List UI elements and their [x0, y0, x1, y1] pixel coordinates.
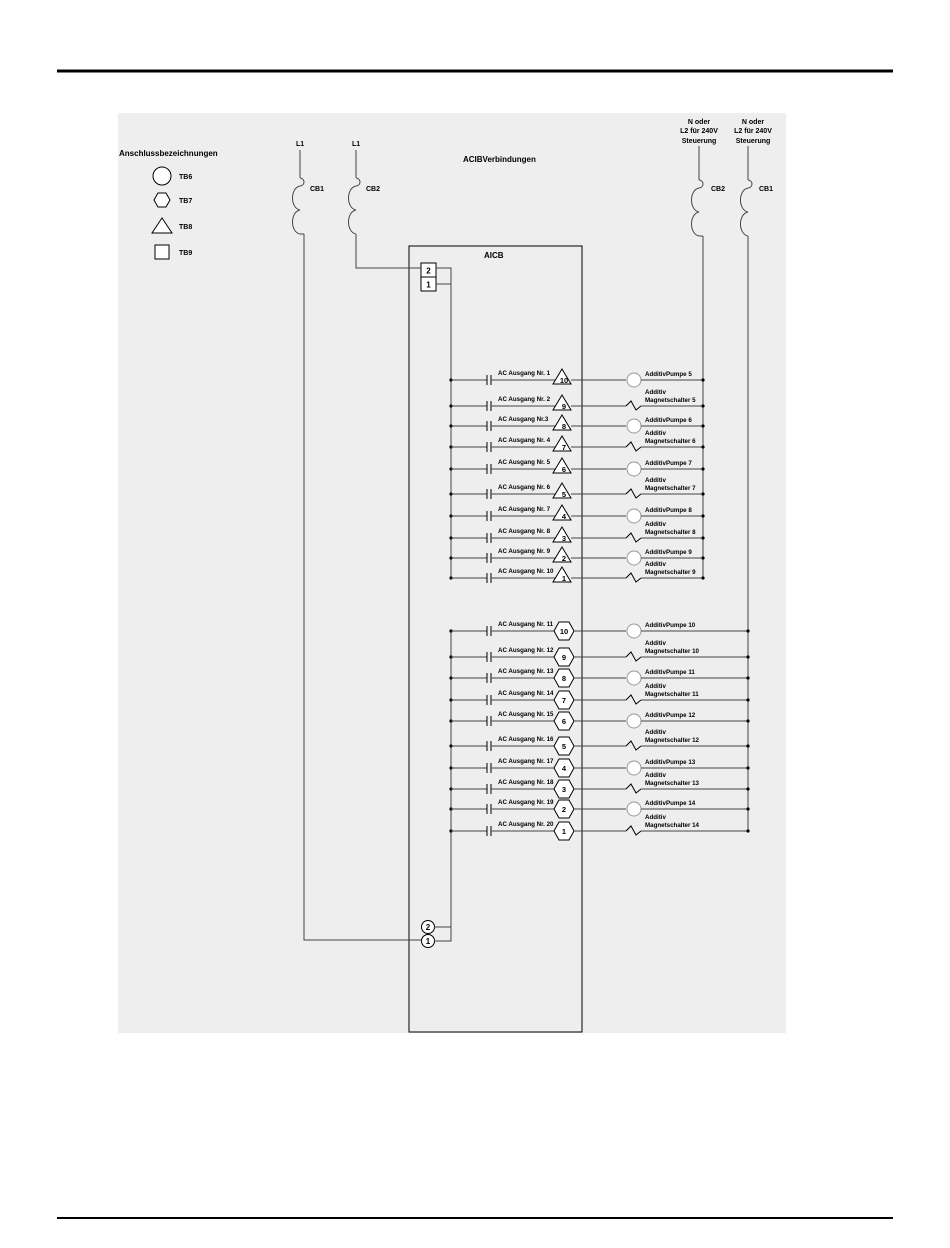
output-label: AC Ausgang Nr. 17	[498, 758, 554, 765]
junction-dot	[746, 829, 749, 832]
power-terminal-top-2-label: 2	[426, 266, 431, 276]
load-label: AdditivPumpe 10	[645, 622, 696, 629]
load-label: Magnetschalter 8	[645, 529, 696, 536]
pump-icon	[627, 551, 641, 565]
load-label: Additiv	[645, 640, 666, 647]
output-label: AC Ausgang Nr. 2	[498, 396, 551, 403]
load-label: AdditivPumpe 7	[645, 460, 692, 467]
terminal-number: 6	[561, 465, 567, 474]
junction-dot	[746, 744, 749, 747]
output-label: AC Ausgang Nr. 7	[498, 506, 551, 513]
output-label: AC Ausgang Nr. 19	[498, 799, 554, 806]
legend-label-tb8: TB8	[179, 224, 193, 231]
legend-label-tb6: TB6	[179, 174, 193, 181]
junction-dot	[701, 556, 704, 559]
load-label: Additiv	[645, 521, 666, 528]
pump-icon	[627, 714, 641, 728]
terminal-number: 2	[561, 554, 567, 563]
supply-line-label-3: Steuerung	[735, 138, 771, 145]
load-label: Additiv	[645, 430, 666, 437]
junction-dot	[701, 424, 704, 427]
terminal-number: 7	[561, 443, 567, 452]
pump-icon	[627, 419, 641, 433]
junction-dot	[746, 698, 749, 701]
load-label: AdditivPumpe 11	[645, 669, 695, 676]
output-label: AC Ausgang Nr. 18	[498, 779, 554, 786]
load-label: Additiv	[645, 814, 666, 821]
output-label: AC Ausgang Nr. 5	[498, 459, 551, 466]
output-label: AC Ausgang Nr. 8	[498, 528, 551, 535]
load-label: Additiv	[645, 477, 666, 484]
load-label: Additiv	[645, 729, 666, 736]
legend-square-icon	[155, 245, 169, 259]
terminal-number: 9	[561, 402, 567, 411]
junction-dot	[701, 536, 704, 539]
pump-icon	[627, 373, 641, 387]
terminal-number: 1	[561, 574, 567, 583]
breaker-label: CB2	[366, 186, 381, 193]
terminal-number: 10	[559, 627, 569, 636]
junction-dot	[746, 787, 749, 790]
aicb-board-label: AICB	[484, 251, 504, 260]
legend-title: Anschlussbezeichnungen	[119, 149, 218, 158]
supply-line-label: L1	[352, 141, 361, 148]
load-label: Magnetschalter 11	[645, 691, 699, 698]
power-terminal-bottom-1-label: 1	[425, 937, 431, 946]
output-label: AC Ausgang Nr. 14	[498, 690, 554, 697]
pump-icon	[627, 761, 641, 775]
terminal-number: 5	[561, 742, 567, 751]
pump-icon	[627, 509, 641, 523]
terminal-number: 8	[561, 674, 567, 683]
junction-dot	[746, 766, 749, 769]
load-label: AdditivPumpe 14	[645, 800, 696, 807]
load-label: AdditivPumpe 6	[645, 417, 692, 424]
junction-dot	[701, 445, 704, 448]
output-label: AC Ausgang Nr. 9	[498, 548, 551, 555]
terminal-number: 9	[561, 653, 567, 662]
output-label: AC Ausgang Nr. 20	[498, 821, 554, 828]
legend-label-tb9: TB9	[179, 250, 193, 257]
terminal-number: 3	[561, 785, 567, 794]
power-terminal-bottom-2-label: 2	[425, 923, 431, 932]
load-label: AdditivPumpe 13	[645, 759, 696, 766]
supply-line-label-2: L2 für 240V	[734, 128, 772, 135]
pump-icon	[627, 624, 641, 638]
load-label: Magnetschalter 10	[645, 648, 699, 655]
junction-dot	[746, 807, 749, 810]
breaker-label: CB1	[759, 186, 774, 193]
terminal-number: 6	[561, 717, 567, 726]
terminal-number: 2	[561, 805, 567, 814]
legend-label-tb7: TB7	[179, 198, 193, 205]
breaker-label: CB2	[711, 186, 726, 193]
output-label: AC Ausgang Nr. 10	[498, 568, 554, 575]
load-label: Additiv	[645, 683, 666, 690]
output-label: AC Ausgang Nr. 1	[498, 370, 551, 377]
terminal-number: 10	[559, 376, 569, 385]
supply-line-label-3: Steuerung	[681, 138, 717, 145]
load-label: Magnetschalter 7	[645, 485, 696, 492]
load-label: Additiv	[645, 389, 666, 396]
terminal-number: 4	[561, 512, 567, 521]
supply-line-label: L1	[296, 141, 305, 148]
output-label: AC Ausgang Nr. 6	[498, 484, 551, 491]
load-label: Magnetschalter 12	[645, 737, 699, 744]
terminal-number: 4	[561, 764, 567, 773]
junction-dot	[701, 404, 704, 407]
junction-dot	[701, 467, 704, 470]
terminal-number: 8	[561, 422, 567, 431]
junction-dot	[701, 576, 704, 579]
junction-dot	[701, 378, 704, 381]
output-label: AC Ausgang Nr. 13	[498, 668, 554, 675]
pump-icon	[627, 671, 641, 685]
output-label: AC Ausgang Nr. 15	[498, 711, 554, 718]
supply-line-label-1: N oder	[741, 119, 765, 126]
load-label: Magnetschalter 5	[645, 397, 696, 404]
terminal-number: 5	[561, 490, 567, 499]
load-label: Magnetschalter 6	[645, 438, 696, 445]
junction-dot	[746, 629, 749, 632]
junction-dot	[701, 492, 704, 495]
terminal-number: 7	[561, 696, 567, 705]
load-label: Additiv	[645, 772, 666, 779]
pump-icon	[627, 462, 641, 476]
load-label: AdditivPumpe 8	[645, 507, 692, 514]
junction-dot	[746, 655, 749, 658]
output-label: AC Ausgang Nr.3	[498, 416, 549, 423]
diagram-title: ACIBVerbindungen	[463, 155, 536, 164]
legend-circle-icon	[153, 167, 171, 185]
pump-icon	[627, 802, 641, 816]
output-label: AC Ausgang Nr. 16	[498, 736, 554, 743]
load-label: AdditivPumpe 12	[645, 712, 696, 719]
power-terminal-top-1-label: 1	[426, 280, 431, 290]
load-label: AdditivPumpe 9	[645, 549, 692, 556]
load-label: Magnetschalter 13	[645, 780, 699, 787]
load-label: Magnetschalter 9	[645, 569, 696, 576]
legend-hexagon-icon	[154, 193, 170, 207]
terminal-number: 1	[561, 827, 567, 836]
supply-line-label-1: N oder	[687, 119, 711, 126]
junction-dot	[746, 676, 749, 679]
supply-line-label-2: L2 für 240V	[680, 128, 718, 135]
output-label: AC Ausgang Nr. 4	[498, 437, 551, 444]
junction-dot	[701, 514, 704, 517]
breaker-label: CB1	[310, 186, 325, 193]
output-label: AC Ausgang Nr. 11	[498, 621, 554, 628]
output-label: AC Ausgang Nr. 12	[498, 647, 554, 654]
load-label: Additiv	[645, 561, 666, 568]
load-label: AdditivPumpe 5	[645, 371, 692, 378]
junction-dot	[746, 719, 749, 722]
load-label: Magnetschalter 14	[645, 822, 699, 829]
terminal-number: 3	[561, 534, 567, 543]
